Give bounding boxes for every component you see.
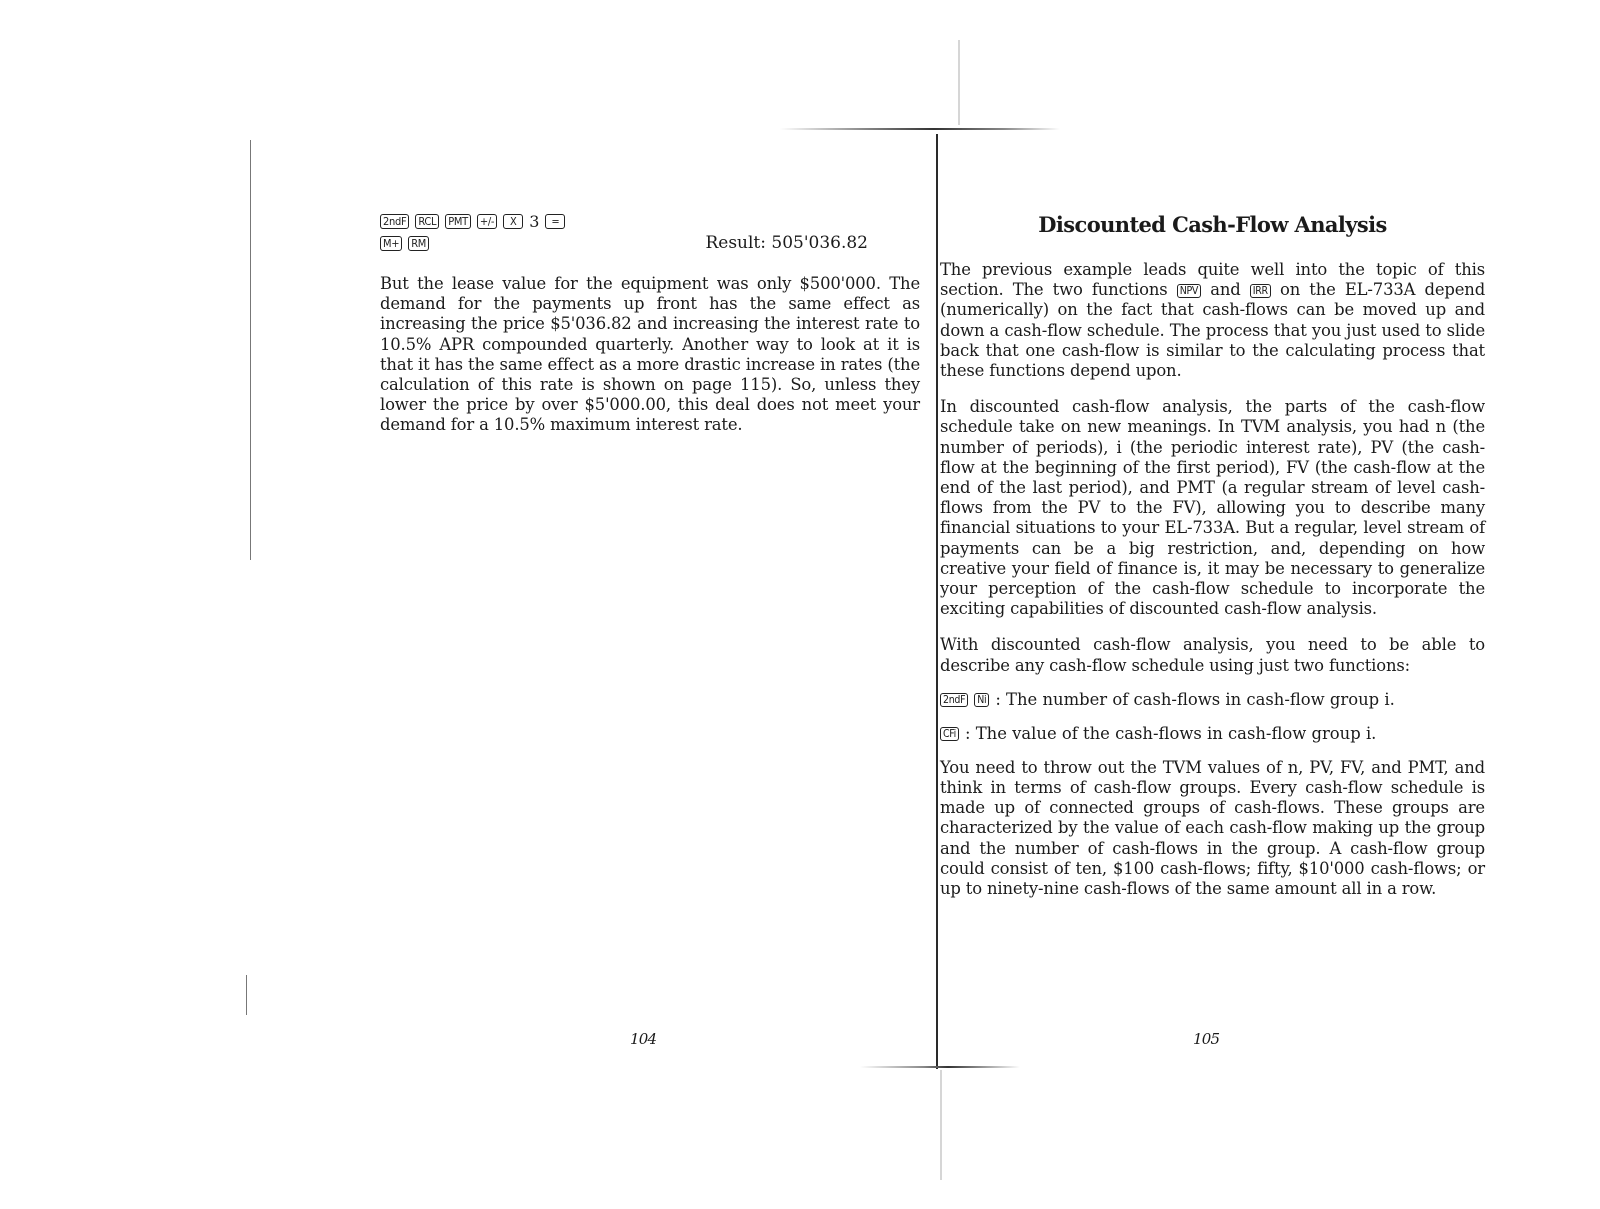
key-2ndf: 2ndF (380, 214, 409, 229)
body-paragraph: But the lease value for the equipment was only $500'000. The demand for the payments up front has the same effect as increasing the price $5'036.82 and increasing the interest rate to 10.5% APR compounded quarterly. Another way to look at it is that it has the same effect as a more drastic increase in rates (the calculation of this rate is shown on page 115). So, unless they lower the price by over $5'000.00, this deal does not meet your demand for a 10.5% maximum interest rate. (380, 274, 920, 435)
result-value: Result: 505'036.82 (705, 233, 868, 253)
key-equals: = (545, 214, 565, 229)
keystroke-number: 3 (529, 211, 540, 231)
keystroke-sequence-2 (380, 232, 920, 254)
page-number-left: 104 (630, 1030, 657, 1048)
key-pmt: PMT (445, 214, 471, 229)
scan-smudge (958, 40, 960, 125)
margin-mark (246, 975, 247, 1015)
key-rcl: RCL (415, 214, 439, 229)
key-2ndf: 2ndF (940, 693, 968, 707)
intro-text-a: The previous example leads quite well into the topic of this section. The two functions (940, 260, 1485, 300)
body-paragraph: With discounted cash-flow analysis, you need to be able to describe any cash-flow schedule using just two functions: (940, 635, 1485, 675)
keystroke-sequence-1 (380, 210, 920, 232)
key-ni: Ni (974, 693, 989, 707)
binding-bottom-shadow (860, 1066, 1020, 1068)
definition-cfi (940, 724, 1485, 744)
left-page (380, 210, 920, 436)
intro-text-b: and (1210, 280, 1241, 300)
section-title: Discounted Cash-Flow Analysis (1038, 212, 1387, 237)
body-paragraph: You need to throw out the TVM values of n, PV, FV, and PMT, and think in terms of cash-flow groups. Every cash-flow schedule is made up of connected groups of cash-flows. These groups are characterized by the value of each cash-flow making up the group and the number of cash-flows in the group. A cash-flow group could consist of ten, $100 cash-flows; fifty, $10'000 cash-flows; or up to ninety-nine cash-flows of the same amount all in a row. (940, 757, 1485, 899)
key-npv: NPV (1177, 284, 1201, 298)
page-gutter-line (936, 134, 938, 1069)
intro-paragraph (940, 260, 1485, 381)
margin-mark (250, 140, 251, 560)
scan-smudge (940, 1070, 942, 1180)
definition-ni-text: : The number of cash-flows in cash-flow group i. (995, 689, 1395, 709)
key-change-sign: +/- (477, 214, 497, 229)
key-rm: RM (408, 236, 429, 251)
binding-top-shadow (780, 128, 1060, 130)
intro-text-c: on the EL-733A depend (numerically) on the fact that cash-flows can be moved up and down a cash-flow schedule. The process that you just used to slide back that one cash-flow is similar to the calculating process that these functions depend upon. (940, 280, 1486, 381)
key-multiply: X (503, 214, 523, 229)
key-irr: IRR (1250, 284, 1271, 298)
definition-cfi-text: : The value of the cash-flows in cash-flow group i. (965, 723, 1377, 743)
body-paragraph: In discounted cash-flow analysis, the parts of the cash-flow schedule take on new meanings. In TVM analysis, you had n (the number of periods), i (the periodic interest rate), PV (the cash-flow at the beginning of the first period), FV (the cash-flow at the end of the last period), and PMT (a regular stream of level cash-flows from the PV to the FV), allowing you to describe many financial situations to your EL-733A. But a regular, level stream of payments can be a big restriction, and, depending on how creative your field of finance is, it may be necessary to generalize your perception of the cash-flow schedule to incorporate the exciting capabilities of discounted cash-flow analysis. (940, 397, 1485, 619)
key-cfi: CFi (940, 727, 959, 741)
right-page (940, 210, 1485, 899)
definition-ni (940, 690, 1485, 710)
page-number-right: 105 (1193, 1030, 1220, 1048)
key-m-plus: M+ (380, 236, 402, 251)
